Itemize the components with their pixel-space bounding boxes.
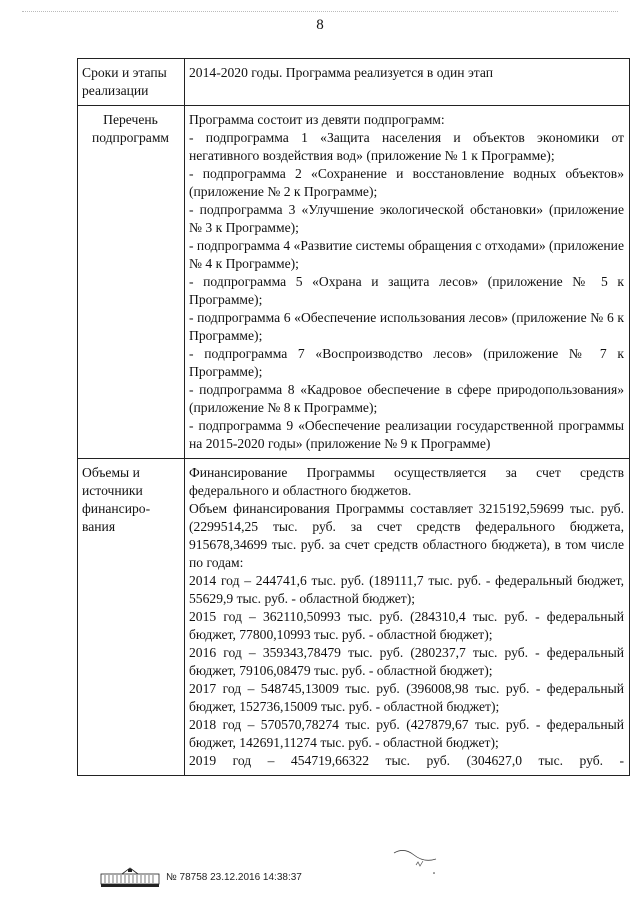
financing-2015: 2015 год – 362110,50993 тыс. руб. (284310,4 тыс. руб. - федеральный бюджет, 77800,10993 тыс. руб. - областной бюджет);	[189, 609, 624, 642]
row-label-subprograms: Перечень подпрограмм	[78, 106, 185, 459]
subprogram-7: - подпрограмма 7 «Воспроизводство лесов» (приложение № 7 к Программе);	[189, 346, 624, 379]
row-label-terms: Сроки и этапы реализации	[78, 59, 185, 106]
financing-2014: 2014 год – 244741,6 тыс. руб. (189111,7 тыс. руб. - федеральный бюджет, 55629,9 тыс. руб. - областной бюджет);	[189, 573, 624, 606]
financing-2016: 2016 год – 359343,78479 тыс. руб. (280237,7 тыс. руб. - федеральный бюджет, 79106,08479 тыс. руб. - областной бюджет);	[189, 645, 624, 678]
page-number: 8	[316, 17, 324, 33]
footer	[100, 862, 302, 892]
subprogram-6: - подпрограмма 6 «Обеспечение использования лесов» (приложение № 6 к Программе);	[189, 310, 624, 343]
page-edge-line	[22, 11, 618, 12]
subprogram-4: - подпрограмма 4 «Развитие системы обращения с отходами» (приложение № 4 к Программе);	[189, 238, 624, 271]
financing-total: Объем финансирования Программы составляет 3215192,59699 тыс. руб. (2299514,25 тыс. руб. за счет средств федерального бюджета, 915678,34699 тыс. руб. за счет средств областного бюджета), в том числе по годам:	[189, 501, 624, 570]
financing-2017: 2017 год – 548745,13009 тыс. руб. (396008,98 тыс. руб. - федеральный бюджет, 152736,15009 тыс. руб. - областной бюджет);	[189, 681, 624, 714]
subprogram-2: - подпрограмма 2 «Сохранение и восстановление водных объектов» (приложение № 2 к Программе);	[189, 166, 624, 199]
subprogram-9: - подпрограмма 9 «Обеспечение реализации государственной программы на 2015-2020 годы» (приложение № 9 к Программе)	[189, 418, 624, 451]
financing-intro: Финансирование Программы осуществляется за счет средств федерального и областного бюджетов.	[189, 465, 624, 498]
row-content-subprograms	[185, 106, 630, 459]
government-building-icon	[100, 866, 160, 888]
subprogram-3: - подпрограмма 3 «Улучшение экологической обстановки» (приложение № 3 к Программе);	[189, 202, 624, 235]
financing-2018: 2018 год – 570570,78274 тыс. руб. (427879,67 тыс. руб. - федеральный бюджет, 142691,11274 тыс. руб. - областной бюджет);	[189, 717, 624, 750]
subprograms-intro: Программа состоит из девяти подпрограмм:	[189, 112, 445, 127]
document-reference: № 78758 23.12.2016 14:38:37	[166, 871, 302, 883]
subprogram-8: - подпрограмма 8 «Кадровое обеспечение в сфере природопользования» (приложение № 8 к Программе);	[189, 382, 624, 415]
margin-mark	[386, 843, 446, 878]
program-passport-table	[77, 58, 630, 776]
row-content-financing	[185, 459, 630, 776]
financing-2019: 2019 год – 454719,66322 тыс. руб. (304627,0 тыс. руб. -	[189, 753, 624, 768]
subprogram-5: - подпрограмма 5 «Охрана и защита лесов» (приложение № 5 к Программе);	[189, 274, 624, 307]
table-row	[78, 106, 630, 459]
terms-text: 2014-2020 годы. Программа реализуется в один этап	[189, 65, 494, 80]
table-row	[78, 459, 630, 776]
subprogram-1: - подпрограмма 1 «Защита населения и объектов экономики от негативного воздействия вод» (приложение № 1 к Программе);	[189, 130, 624, 163]
row-label-financing: Объемы и источники финансиро-вания	[78, 459, 185, 776]
row-content-terms	[185, 59, 630, 106]
table-row	[78, 59, 630, 106]
